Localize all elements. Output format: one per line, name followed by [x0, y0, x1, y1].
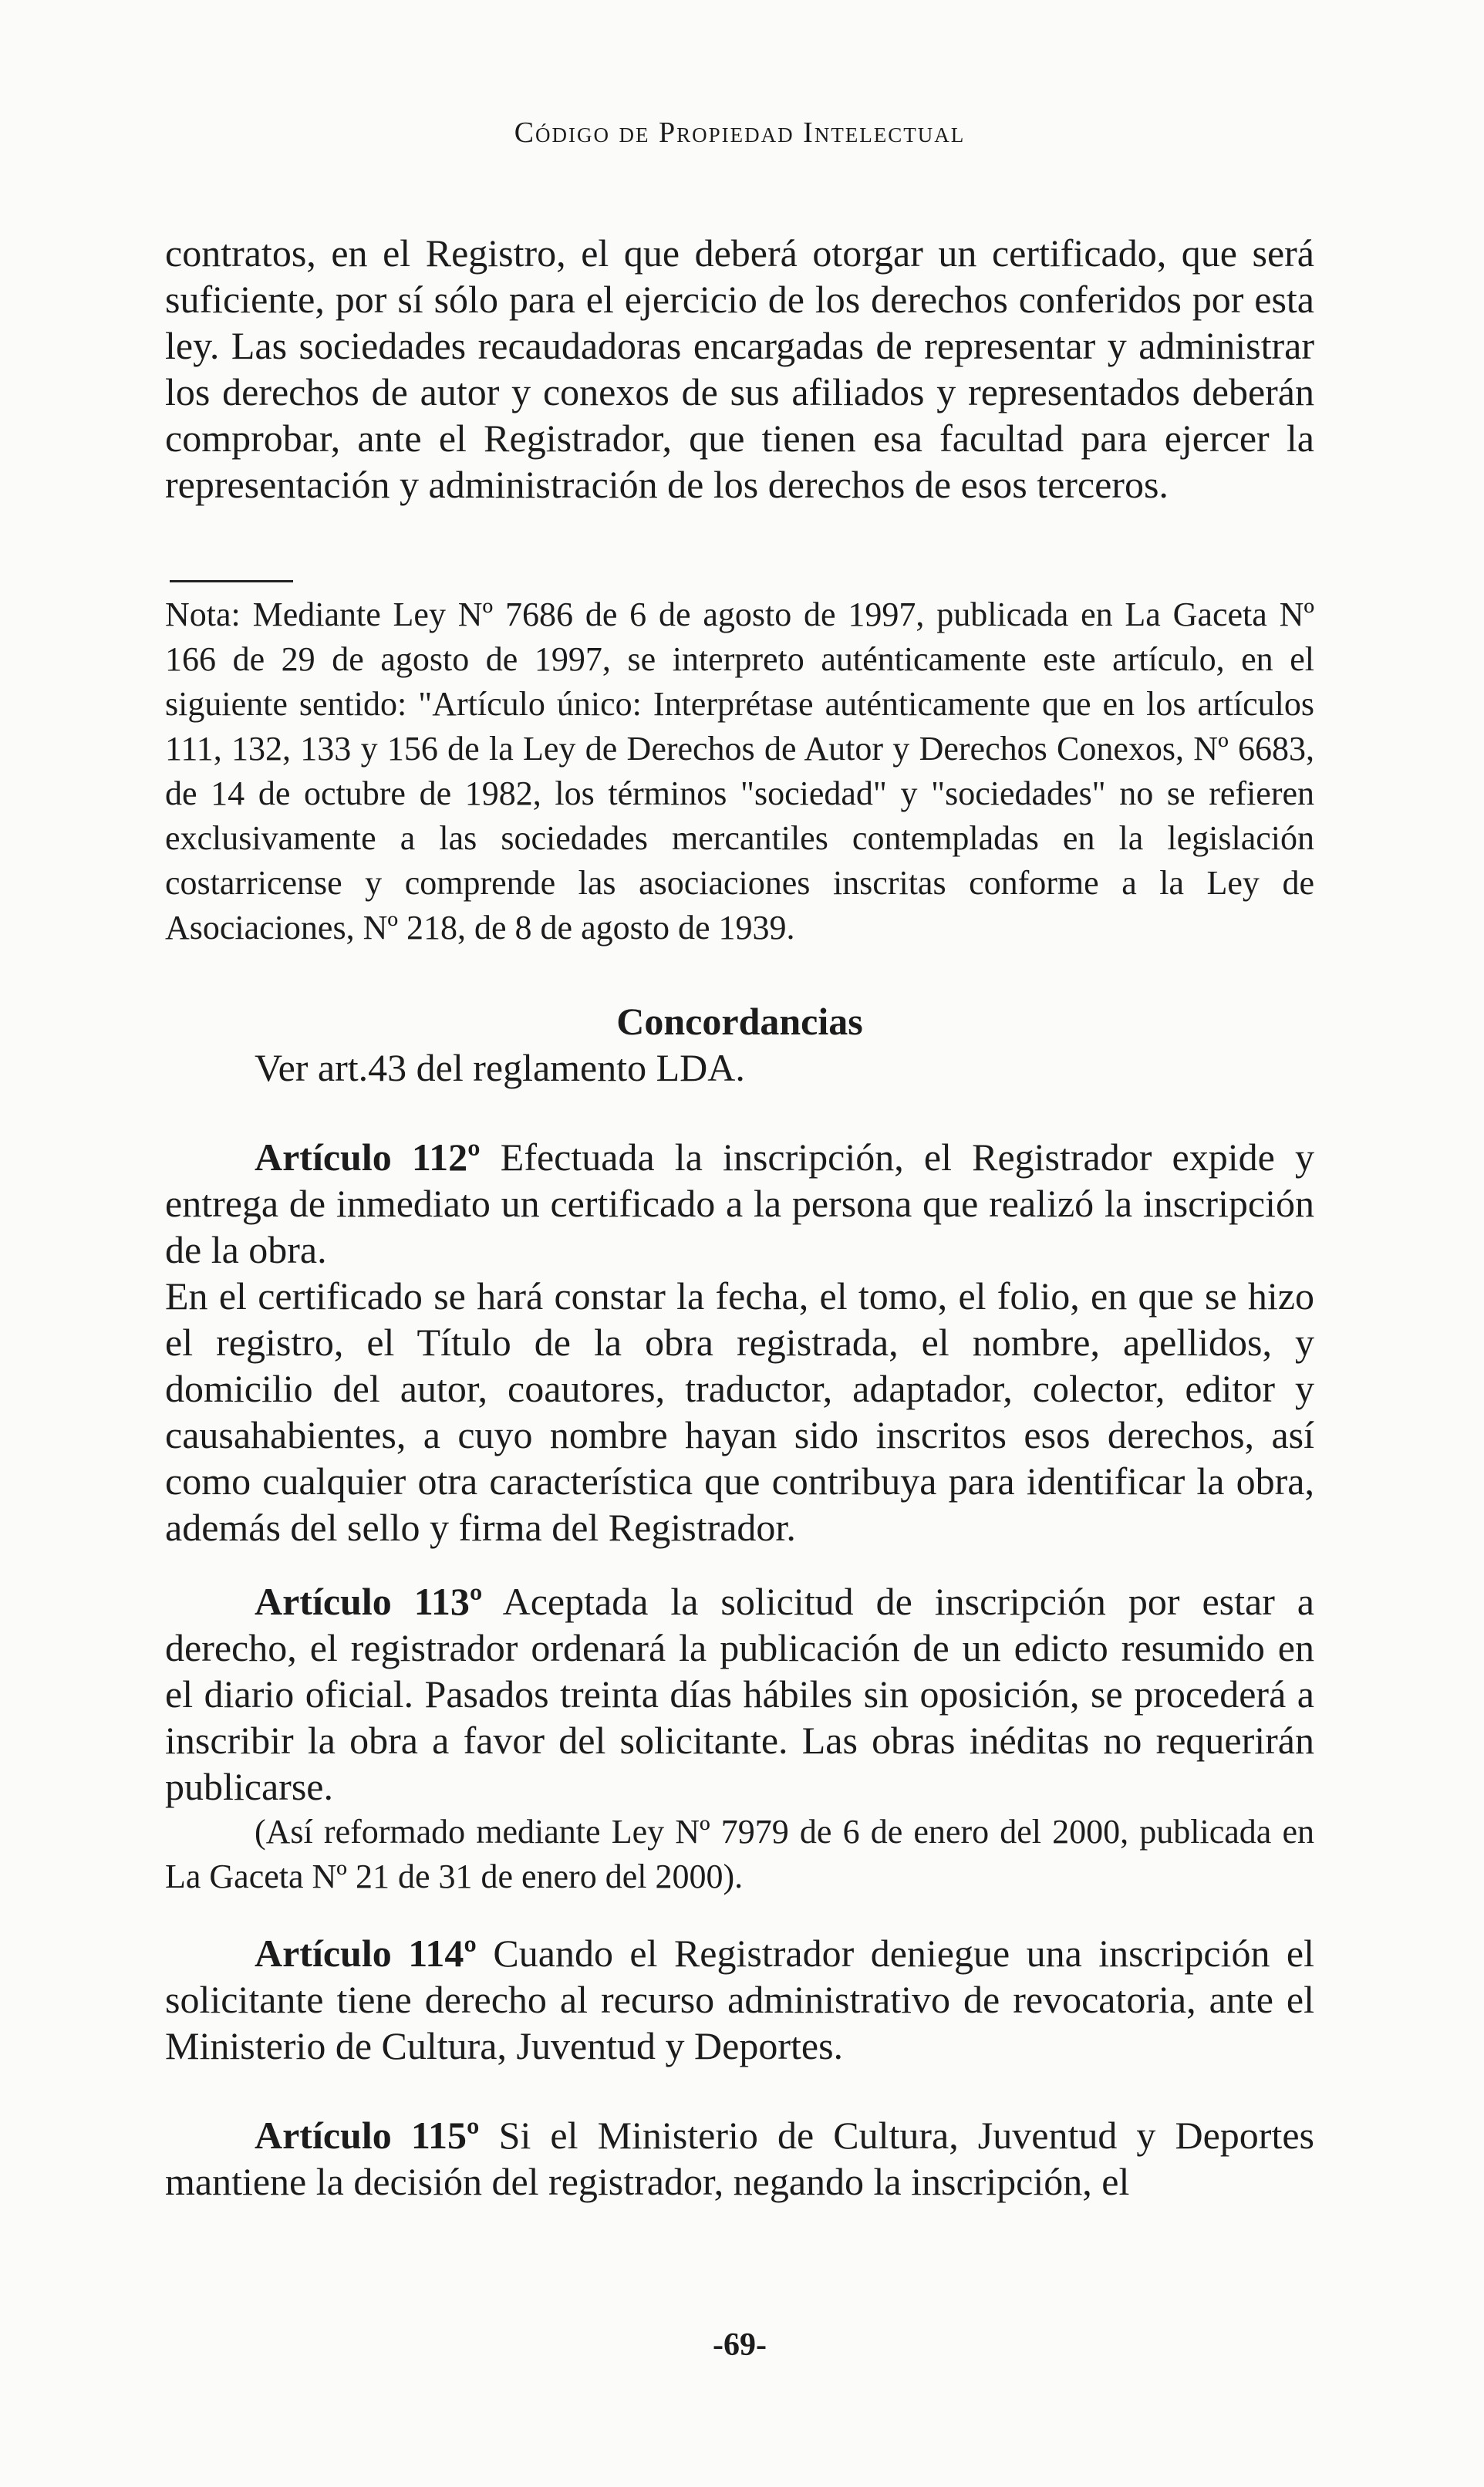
page-number: -69- [713, 2327, 767, 2363]
article-114 [165, 1930, 1314, 2069]
article-113-reform-note: (Así reformado mediante Ley Nº 7979 de 6 de enero del 2000, publicada en La Gaceta Nº 21 de 31 de enero del 2000). [165, 1813, 1314, 1895]
article-114-label: Artículo 114º [255, 1932, 477, 1975]
article-113-paragraph [165, 1578, 1314, 1810]
article-113 [165, 1578, 1314, 1899]
article-113-label: Artículo 113º [255, 1580, 483, 1623]
running-header: Código de Propiedad Intelectual [514, 116, 966, 149]
article-115-label: Artículo 115º [255, 2114, 480, 2157]
article-112 [165, 1134, 1314, 1551]
article-114-text: Cuando el Registrador deniegue una inscripción el solicitante tiene derecho al recurso administrativo de revocatoria, ante el Ministerio de Cultura, Juventud y Deportes. [165, 1932, 1314, 2067]
concordancias-heading: Concordancias [616, 1000, 863, 1043]
article-115-text: Si el Ministerio de Cultura, Juventud y Deportes mantiene la decisión del registrador, negando la inscripción, el [165, 2114, 1314, 2203]
article-113-text: Aceptada la solicitud de inscripción por estar a derecho, el registrador ordenará la publicación de un edicto resumido en el diario oficial. Pasados treinta días hábiles sin oposición, se procederá a inscribir la obra a favor del solicitante. Las obras inéditas no requerirán publicarse. [165, 1580, 1314, 1808]
article-112-paragraph [165, 1134, 1314, 1273]
concordancias-text: Ver art.43 del reglamento LDA. [255, 1046, 745, 1089]
article-115-paragraph [165, 2112, 1314, 2205]
footnote-text: Nota: Mediante Ley Nº 7686 de 6 de agosto de 1997, publicada en La Gaceta Nº 166 de 29 de agosto de 1997, se interpreto auténticamente este artículo, en el siguiente sentido: "Artículo único: Interprétase auténticamente que en los artículos 111, 132, 133 y 156 de la Ley de Derechos de Autor y Derechos Conexos, Nº 6683, de 14 de octubre de 1982, los términos "sociedad" y "sociedades" no se refieren exclusivamente a las sociedades mercantiles contempladas en la legislación costarricense y comprende las asociaciones inscritas conforme a la Ley de Asociaciones, Nº 218, de 8 de agosto de 1939. [165, 596, 1314, 947]
article-115 [165, 2112, 1314, 2205]
article-112-paragraph-2: En el certificado se hará constar la fecha, el tomo, el folio, en que se hizo el registro, el Título de la obra registrada, el nombre, apellidos, y domicilio del autor, coautores, traductor, adaptador, colector, editor y causahabientes, a cuyo nombre hayan sido inscritos esos derechos, así como cualquier otra característica que contribuya para identificar la obra, además del sello y firma del Registrador. [165, 1274, 1314, 1549]
continuation-paragraph: contratos, en el Registro, el que deberá otorgar un certificado, que será suficiente, por sí sólo para el ejercicio de los derechos conferidos por esta ley. Las sociedades recaudadoras encargadas de representar y administrar los derechos de autor y conexos de sus afiliados y representados deberán comprobar, ante el Registrador, que tienen esa facultad para ejercer la representación y administración de los derechos de esos terceros. [165, 231, 1314, 506]
article-112-label: Artículo 112º [255, 1136, 481, 1179]
article-114-paragraph [165, 1930, 1314, 2069]
article-112-text: Efectuada la inscripción, el Registrador expide y entrega de inmediato un certificado a la persona que realizó la inscripción de la obra. [165, 1136, 1314, 1271]
footnote-rule [170, 580, 293, 582]
